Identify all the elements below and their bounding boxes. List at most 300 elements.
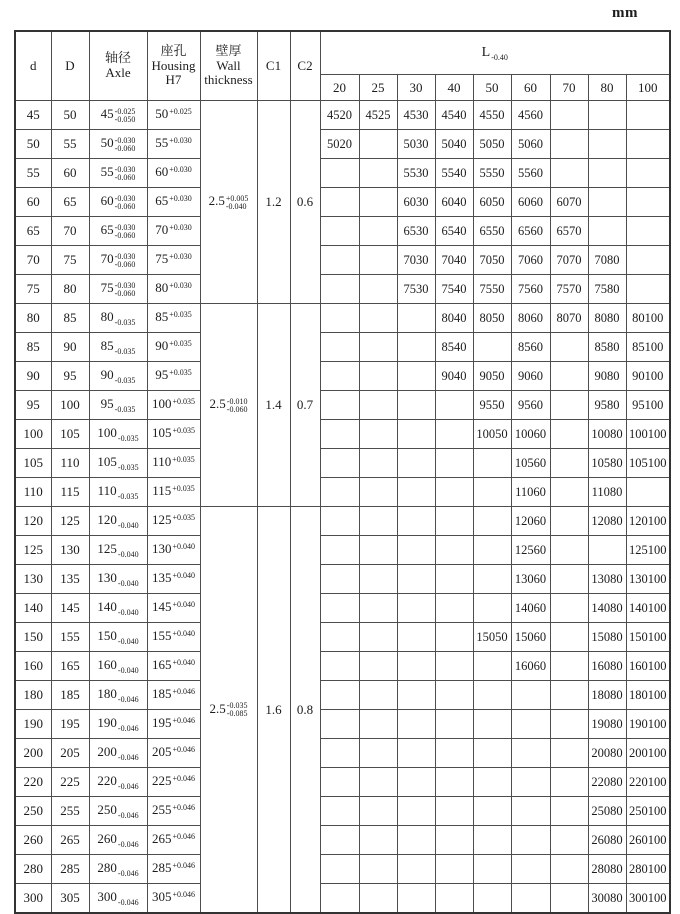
cell-L-20 [320,188,359,217]
cell-L-40: 9040 [435,362,473,391]
cell-housing: 130 +0.040 [147,536,200,565]
cell-L-60 [511,768,550,797]
cell-L-100 [626,246,670,275]
col-header-housing [147,31,200,101]
cell-housing: 80 +0.030 [147,275,200,304]
cell-L-20 [320,710,359,739]
cell-L-20 [320,536,359,565]
cell-L-50: 4550 [473,101,511,130]
cell-L-70 [550,855,588,884]
cell-L-100 [626,478,670,507]
cell-housing: 255 +0.046 [147,797,200,826]
cell-L-80: 28080 [588,855,626,884]
cell-d: 220 [15,768,51,797]
cell-L-50 [473,710,511,739]
cell-c1: 1.4 [257,304,290,507]
cell-L-80: 20080 [588,739,626,768]
cell-L-40 [435,565,473,594]
table-row [15,826,670,855]
cell-D: 100 [51,391,89,420]
cell-L-50 [473,507,511,536]
cell-L-80: 12080 [588,507,626,536]
cell-L-30 [397,478,435,507]
cell-L-80: 8080 [588,304,626,333]
cell-housing: 75 +0.030 [147,246,200,275]
cell-L-40 [435,478,473,507]
dimension-table [14,30,671,914]
cell-D: 75 [51,246,89,275]
L-tolerance: -0.40 [491,52,508,62]
cell-L-100: 300100 [626,884,670,914]
cell-L-80 [588,159,626,188]
cell-L-25 [359,768,397,797]
cell-L-50: 15050 [473,623,511,652]
cell-L-40: 7540 [435,275,473,304]
cell-L-30 [397,826,435,855]
cell-L-20 [320,333,359,362]
cell-L-70: 7070 [550,246,588,275]
cell-L-80: 10080 [588,420,626,449]
cell-axle: 280 -0.046 [89,855,147,884]
cell-D: 155 [51,623,89,652]
cell-L-40 [435,797,473,826]
table-row [15,710,670,739]
cell-L-30 [397,449,435,478]
cell-housing: 60 +0.030 [147,159,200,188]
col-header-wall [200,31,257,101]
cell-L-25 [359,478,397,507]
cell-L-40: 5540 [435,159,473,188]
cell-L-20 [320,884,359,914]
cell-housing: 105 +0.035 [147,420,200,449]
cell-axle: 90 -0.035 [89,362,147,391]
cell-L-60: 6560 [511,217,550,246]
table-body [15,101,670,914]
cell-L-70 [550,449,588,478]
cell-axle: 105 -0.035 [89,449,147,478]
cell-L-100: 120100 [626,507,670,536]
cell-L-60: 10060 [511,420,550,449]
cell-L-100: 250100 [626,797,670,826]
table-row [15,565,670,594]
cell-L-30 [397,565,435,594]
cell-L-20 [320,797,359,826]
cell-L-50 [473,333,511,362]
table-row [15,768,670,797]
cell-L-50 [473,855,511,884]
cell-L-40 [435,594,473,623]
cell-housing: 100 +0.035 [147,391,200,420]
table-row [15,652,670,681]
cell-D: 135 [51,565,89,594]
cell-L-70: 6070 [550,188,588,217]
cell-d: 100 [15,420,51,449]
cell-L-25 [359,826,397,855]
cell-L-20 [320,449,359,478]
cell-L-30: 7530 [397,275,435,304]
cell-axle: 300 -0.046 [89,884,147,914]
table-row [15,594,670,623]
cell-L-80: 9580 [588,391,626,420]
cell-housing: 135 +0.040 [147,565,200,594]
table-row [15,391,670,420]
cell-L-40: 8540 [435,333,473,362]
cell-L-30 [397,362,435,391]
l-size-header-30: 30 [397,75,435,101]
cell-L-80 [588,130,626,159]
cell-L-50 [473,884,511,914]
cell-L-70 [550,652,588,681]
cell-L-50: 10050 [473,420,511,449]
cell-axle: 220 -0.046 [89,768,147,797]
cell-housing: 265 +0.046 [147,826,200,855]
cell-L-20 [320,420,359,449]
cell-L-40: 4540 [435,101,473,130]
cell-D: 90 [51,333,89,362]
axle-label-en: Axle [105,65,131,80]
cell-L-100: 160100 [626,652,670,681]
cell-L-60: 8560 [511,333,550,362]
cell-L-100: 200100 [626,739,670,768]
cell-L-20 [320,478,359,507]
cell-L-80: 26080 [588,826,626,855]
cell-d: 260 [15,826,51,855]
cell-housing: 145 +0.040 [147,594,200,623]
cell-D: 115 [51,478,89,507]
cell-wall-thickness: 2.5 -0.010 -0.060 [200,304,257,507]
cell-d: 45 [15,101,51,130]
cell-L-40 [435,739,473,768]
cell-L-60 [511,739,550,768]
cell-D: 145 [51,594,89,623]
cell-D: 80 [51,275,89,304]
l-size-header-25: 25 [359,75,397,101]
cell-L-50 [473,536,511,565]
cell-D: 55 [51,130,89,159]
cell-L-40 [435,826,473,855]
cell-L-50 [473,478,511,507]
table-row [15,681,670,710]
cell-d: 75 [15,275,51,304]
table-row [15,507,670,536]
cell-L-60: 12060 [511,507,550,536]
cell-L-40 [435,391,473,420]
housing-label-zh: 座孔 [160,42,187,58]
cell-D: 130 [51,536,89,565]
cell-L-60: 6060 [511,188,550,217]
cell-L-20: 5020 [320,130,359,159]
housing-grade-label: H7 [165,72,182,88]
cell-wall-thickness: 2.5 -0.035 -0.085 [200,507,257,914]
table-row [15,101,670,130]
cell-L-50: 7550 [473,275,511,304]
cell-D: 65 [51,188,89,217]
cell-axle: 100 -0.035 [89,420,147,449]
cell-L-50: 6050 [473,188,511,217]
cell-L-70 [550,159,588,188]
cell-L-25 [359,275,397,304]
cell-L-100: 85100 [626,333,670,362]
cell-L-50 [473,594,511,623]
cell-L-100 [626,101,670,130]
table-row [15,246,670,275]
cell-housing: 225 +0.046 [147,768,200,797]
cell-L-80: 25080 [588,797,626,826]
cell-L-100: 130100 [626,565,670,594]
cell-L-80: 7580 [588,275,626,304]
cell-L-50: 8050 [473,304,511,333]
cell-d: 160 [15,652,51,681]
cell-L-25 [359,623,397,652]
cell-L-25 [359,391,397,420]
cell-axle: 75 -0.030 -0.060 [89,275,147,304]
cell-L-25 [359,362,397,391]
table-row [15,536,670,565]
cell-L-25 [359,217,397,246]
cell-L-25 [359,188,397,217]
cell-L-70 [550,623,588,652]
l-size-header-100: 100 [626,75,670,101]
cell-D: 85 [51,304,89,333]
cell-L-100: 80100 [626,304,670,333]
cell-L-20 [320,275,359,304]
cell-L-25 [359,449,397,478]
cell-L-100 [626,188,670,217]
cell-d: 150 [15,623,51,652]
cell-L-40: 8040 [435,304,473,333]
cell-D: 225 [51,768,89,797]
l-size-header-50: 50 [473,75,511,101]
cell-L-50: 6550 [473,217,511,246]
cell-L-80: 30080 [588,884,626,914]
cell-L-30 [397,507,435,536]
col-header-c2 [290,31,320,101]
cell-L-30 [397,768,435,797]
cell-L-60 [511,797,550,826]
cell-d: 125 [15,536,51,565]
cell-housing: 65 +0.030 [147,188,200,217]
cell-D: 305 [51,884,89,914]
cell-c2: 0.7 [290,304,320,507]
cell-L-40 [435,768,473,797]
cell-L-70 [550,884,588,914]
cell-L-100 [626,159,670,188]
cell-L-80: 10580 [588,449,626,478]
cell-axle: 150 -0.040 [89,623,147,652]
cell-L-70 [550,420,588,449]
cell-L-30 [397,884,435,914]
cell-housing: 55 +0.030 [147,130,200,159]
cell-L-70 [550,797,588,826]
cell-housing: 50 +0.025 [147,101,200,130]
wall-label-zh: 壁厚 [215,42,242,58]
cell-L-20 [320,565,359,594]
cell-D: 165 [51,652,89,681]
axle-label-zh: 轴径 [104,50,131,66]
cell-L-70 [550,565,588,594]
cell-L-25 [359,507,397,536]
table-row [15,855,670,884]
cell-axle: 180 -0.046 [89,681,147,710]
cell-D: 50 [51,101,89,130]
cell-L-70 [550,130,588,159]
cell-d: 300 [15,884,51,914]
cell-L-20 [320,391,359,420]
cell-d: 60 [15,188,51,217]
table-row [15,333,670,362]
cell-L-25 [359,652,397,681]
cell-axle: 55 -0.030 -0.060 [89,159,147,188]
cell-L-20 [320,681,359,710]
cell-L-70 [550,536,588,565]
cell-L-50 [473,797,511,826]
table-row [15,623,670,652]
cell-L-60: 4560 [511,101,550,130]
cell-D: 95 [51,362,89,391]
l-size-header-20: 20 [320,75,359,101]
cell-L-80: 7080 [588,246,626,275]
cell-L-70 [550,739,588,768]
cell-L-70 [550,333,588,362]
cell-d: 80 [15,304,51,333]
cell-L-25: 4525 [359,101,397,130]
cell-L-80: 19080 [588,710,626,739]
cell-L-50 [473,681,511,710]
cell-L-70 [550,362,588,391]
cell-L-30: 5530 [397,159,435,188]
cell-L-30 [397,797,435,826]
cell-axle: 250 -0.046 [89,797,147,826]
cell-d: 50 [15,130,51,159]
cell-L-60: 5060 [511,130,550,159]
cell-L-80 [588,188,626,217]
cell-c1: 1.2 [257,101,290,304]
cell-L-80 [588,217,626,246]
cell-d: 200 [15,739,51,768]
cell-housing: 70 +0.030 [147,217,200,246]
table-row [15,420,670,449]
cell-L-80: 16080 [588,652,626,681]
cell-L-25 [359,565,397,594]
cell-L-60: 9060 [511,362,550,391]
cell-L-60 [511,884,550,914]
cell-L-25 [359,420,397,449]
col-header-D [51,31,89,101]
cell-L-70 [550,826,588,855]
cell-L-40 [435,710,473,739]
table-row [15,275,670,304]
cell-housing: 85 +0.035 [147,304,200,333]
cell-L-20 [320,362,359,391]
cell-d: 85 [15,333,51,362]
cell-L-40 [435,652,473,681]
cell-L-40 [435,420,473,449]
cell-L-40 [435,681,473,710]
cell-L-20 [320,652,359,681]
cell-L-100 [626,130,670,159]
cell-L-20 [320,594,359,623]
cell-D: 205 [51,739,89,768]
cell-L-25 [359,536,397,565]
cell-L-30: 5030 [397,130,435,159]
cell-L-30: 4530 [397,101,435,130]
cell-d: 90 [15,362,51,391]
cell-L-70: 7570 [550,275,588,304]
cell-L-50: 5050 [473,130,511,159]
col-header-d [15,31,51,101]
cell-axle: 45 -0.025 -0.050 [89,101,147,130]
cell-L-30 [397,855,435,884]
cell-L-40: 7040 [435,246,473,275]
col-header-L [320,31,670,75]
col-header-d-label: d [30,58,37,73]
cell-d: 180 [15,681,51,710]
cell-axle: 70 -0.030 -0.060 [89,246,147,275]
cell-L-80: 9080 [588,362,626,391]
cell-L-80 [588,536,626,565]
cell-L-30 [397,739,435,768]
cell-L-70 [550,681,588,710]
cell-housing: 125 +0.035 [147,507,200,536]
cell-D: 195 [51,710,89,739]
cell-L-25 [359,304,397,333]
cell-D: 60 [51,159,89,188]
cell-L-70 [550,101,588,130]
cell-L-50 [473,768,511,797]
cell-L-60: 5560 [511,159,550,188]
cell-L-70: 6570 [550,217,588,246]
housing-label-en: Housing [151,57,196,73]
cell-L-80: 13080 [588,565,626,594]
cell-L-100: 105100 [626,449,670,478]
cell-L-60 [511,826,550,855]
cell-L-25 [359,246,397,275]
cell-L-20 [320,217,359,246]
cell-L-100: 280100 [626,855,670,884]
cell-axle: 65 -0.030 -0.060 [89,217,147,246]
cell-D: 255 [51,797,89,826]
table-row [15,478,670,507]
l-size-header-40: 40 [435,75,473,101]
cell-housing: 165 +0.040 [147,652,200,681]
cell-L-25 [359,884,397,914]
cell-L-70 [550,391,588,420]
cell-d: 65 [15,217,51,246]
cell-L-40 [435,623,473,652]
cell-axle: 160 -0.040 [89,652,147,681]
cell-axle: 85 -0.035 [89,333,147,362]
cell-L-20 [320,159,359,188]
cell-L-20 [320,304,359,333]
cell-L-60: 8060 [511,304,550,333]
wall-label-en2: thickness [204,72,253,88]
cell-d: 130 [15,565,51,594]
cell-d: 55 [15,159,51,188]
cell-housing: 205 +0.046 [147,739,200,768]
cell-L-60: 15060 [511,623,550,652]
cell-L-30: 7030 [397,246,435,275]
cell-L-60: 16060 [511,652,550,681]
table-row [15,304,670,333]
header-row-1 [15,31,670,75]
cell-L-20 [320,826,359,855]
cell-L-30 [397,391,435,420]
cell-L-50: 7050 [473,246,511,275]
cell-L-60 [511,855,550,884]
cell-axle: 125 -0.040 [89,536,147,565]
cell-L-40: 6040 [435,188,473,217]
cell-L-100 [626,275,670,304]
